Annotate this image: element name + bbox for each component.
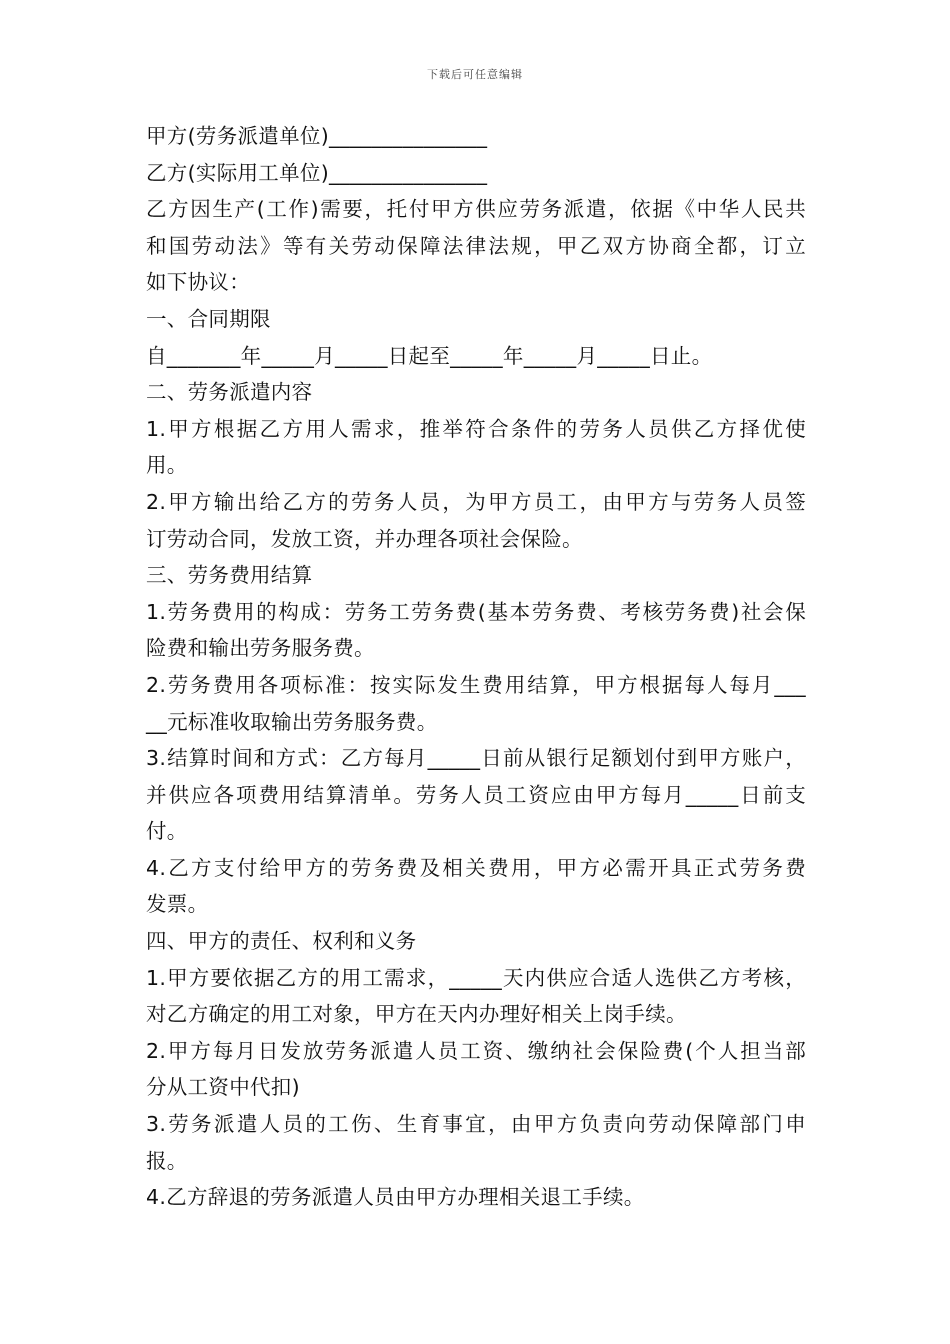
document-line: 和国劳动法》等有关劳动保障法律法规，甲乙双方协商全都，订立 <box>146 233 806 258</box>
document-line: 1.劳务费用的构成：劳务工劳务费(基本劳务费、考核劳务费)社会保 <box>146 599 806 624</box>
document-line: 2.甲方每月日发放劳务派遣人员工资、缴纳社会保险费(个人担当部 <box>146 1038 806 1063</box>
document-line: 订劳动合同，发放工资，并办理各项社会保险。 <box>146 526 583 551</box>
document-line: 用。 <box>146 453 188 478</box>
document-line: 发票。 <box>146 892 209 917</box>
document-line: 对乙方确定的用工对象，甲方在天内办理好相关上岗手续。 <box>146 1002 687 1027</box>
document-line: 4.乙方支付给甲方的劳务费及相关费用，甲方必需开具正式劳务费 <box>146 855 806 880</box>
header-note: 下载后可任意编辑 <box>427 68 523 81</box>
document-line: 分从工资中代扣) <box>146 1075 300 1100</box>
document-line: 乙方(实际用工单位)_______________ <box>146 160 488 185</box>
document-line: 三、劳务费用结算 <box>146 563 313 588</box>
document-body <box>146 118 806 1216</box>
document-line: 2.甲方输出给乙方的劳务人员，为甲方员工，由甲方与劳务人员签 <box>146 489 806 514</box>
document-line: 险费和输出劳务服务费。 <box>146 636 375 661</box>
document-line: 2.劳务费用各项标准：按实际发生费用结算，甲方根据每人每月___ <box>146 672 806 697</box>
document-line: 乙方因生产(工作)需要，托付甲方供应劳务派遣，依据《中华人民共 <box>146 197 806 222</box>
document-line: 4.乙方辞退的劳务派遣人员由甲方办理相关退工手续。 <box>146 1185 645 1210</box>
document-line: __元标准收取输出劳务服务费。 <box>146 709 438 734</box>
document-line: 如下协议： <box>146 270 250 295</box>
document-line: 并供应各项费用结算清单。劳务人员工资应由甲方每月_____日前支 <box>146 782 806 807</box>
document-line: 3.结算时间和方式：乙方每月_____日前从银行足额划付到甲方账户， <box>146 746 806 771</box>
document-line: 甲方(劳务派遣单位)_______________ <box>146 124 488 148</box>
document-line: 3.劳务派遣人员的工伤、生育事宜，由甲方负责向劳动保障部门申 <box>146 1112 806 1137</box>
document-line: 1.甲方根据乙方用人需求，推举符合条件的劳务人员供乙方择优使 <box>146 416 806 441</box>
document-line: 自_______年_____月_____日起至_____年_____月_____日止。 <box>146 343 713 368</box>
document-line: 付。 <box>146 819 188 844</box>
document-line: 1.甲方要依据乙方的用工需求，_____天内供应合适人选供乙方考核， <box>146 965 806 990</box>
document-line: 四、甲方的责任、权利和义务 <box>146 929 417 954</box>
document-line: 二、劳务派遣内容 <box>146 380 313 405</box>
document-line: 一、合同期限 <box>146 306 271 331</box>
document-line: 报。 <box>146 1148 188 1173</box>
